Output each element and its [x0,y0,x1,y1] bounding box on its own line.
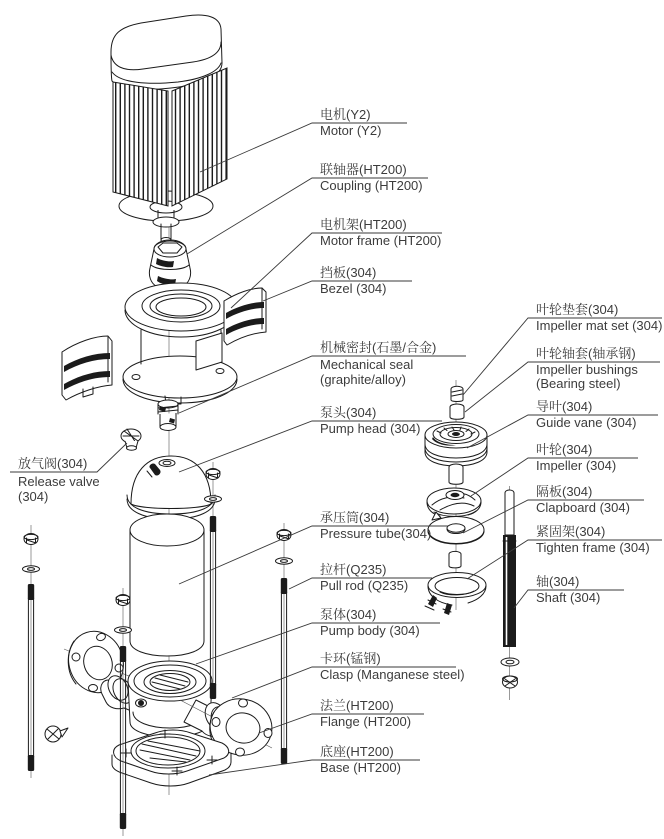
svg-text:(Bearing steel): (Bearing steel) [536,376,621,391]
svg-text:底座(HT200): 底座(HT200) [320,744,394,759]
svg-text:电机(Y2): 电机(Y2) [320,107,371,122]
svg-text:Shaft (304): Shaft (304) [536,590,601,605]
svg-text:Guide vane (304): Guide vane (304) [536,415,637,430]
svg-text:拉杆(Q235): 拉杆(Q235) [320,562,387,577]
part-pump-head [127,456,215,519]
label-clapboard [536,484,630,515]
label-pump-head [320,405,420,436]
svg-text:Impeller bushings: Impeller bushings [536,362,638,377]
svg-text:紧固架(304): 紧固架(304) [536,524,606,539]
svg-text:电机架(HT200): 电机架(HT200) [320,217,407,232]
part-pull-rod-4 [276,530,293,765]
svg-text:Impeller (304): Impeller (304) [536,458,617,473]
svg-text:联轴器(HT200): 联轴器(HT200) [320,162,407,177]
label-coupling [320,162,423,193]
part-release-valve [121,429,141,450]
svg-text:承压筒(304): 承压筒(304) [320,510,390,525]
part-impeller-mat-set [451,386,463,401]
svg-text:叶轮(304): 叶轮(304) [536,442,593,457]
part-mechanical-seal [158,400,178,431]
label-impeller [536,442,616,473]
part-pressure-tube [130,514,204,656]
svg-text:Clasp (Manganese steel): Clasp (Manganese steel) [320,667,465,682]
svg-text:挡板(304): 挡板(304) [320,265,377,280]
label-clasp [320,651,465,682]
svg-text:隔板(304): 隔板(304) [536,484,593,499]
svg-text:Tighten frame (304): Tighten frame (304) [536,540,650,555]
svg-text:泵体(304): 泵体(304) [320,607,377,622]
part-impeller [427,488,481,520]
part-pull-rod-2 [115,595,132,830]
svg-text:Flange (HT200): Flange (HT200) [320,714,412,729]
label-guide-vane [536,399,636,430]
svg-text:Pressure tube(304): Pressure tube(304) [320,526,432,541]
svg-text:机械密封(石墨/合金): 机械密封(石墨/合金) [320,340,437,355]
label-pressure-tube [320,510,431,541]
part-coupling [149,240,190,289]
svg-text:Pull rod (Q235): Pull rod (Q235) [320,578,409,593]
label-flange [320,698,411,729]
label-motor [320,107,381,138]
svg-text:Motor (Y2): Motor (Y2) [320,123,382,138]
svg-text:卡环(锰钢): 卡环(锰钢) [320,651,381,666]
label-pull-rod [320,562,408,593]
part-motor [111,15,227,242]
label-impeller-mat-set [536,302,662,333]
label-shaft [536,574,600,605]
svg-text:(graphite/alloy): (graphite/alloy) [320,372,406,387]
label-base [320,744,401,775]
svg-text:Base (HT200): Base (HT200) [320,760,401,775]
label-pump-body [320,607,420,638]
svg-text:叶轮轴套(轴承钢): 叶轮轴套(轴承钢) [536,346,636,361]
svg-text:法兰(HT200): 法兰(HT200) [320,698,394,713]
part-tighten-frame [425,573,486,616]
svg-text:Release valve: Release valve [18,474,100,489]
label-tighten-frame [536,524,650,555]
svg-text:导叶(304): 导叶(304) [536,399,593,414]
part-bezel-left [62,336,112,400]
part-spacer-2 [449,551,461,567]
label-bezel [320,265,386,296]
part-shaft [501,490,519,688]
svg-text:泵头(304): 泵头(304) [320,405,377,420]
label-motor-frame [320,217,441,248]
part-guide-vane [425,422,487,466]
label-impeller-bushings [536,346,638,391]
svg-text:Motor frame (HT200): Motor frame (HT200) [320,233,442,248]
svg-text:轴(304): 轴(304) [536,574,580,589]
svg-text:Clapboard (304): Clapboard (304) [536,500,630,515]
part-pull-rod-1 [23,534,40,772]
svg-text:(304): (304) [18,489,49,504]
part-clapboard [428,517,484,545]
svg-text:Bezel (304): Bezel (304) [320,281,387,296]
svg-text:Coupling (HT200): Coupling (HT200) [320,178,423,193]
svg-text:叶轮垫套(304): 叶轮垫套(304) [536,302,619,317]
svg-text:Pump body (304): Pump body (304) [320,623,420,638]
label-release-valve [18,456,100,504]
part-spacer [449,464,463,484]
label-mechanical-seal [320,340,436,387]
svg-text:Mechanical seal: Mechanical seal [320,357,414,372]
part-motor-frame [123,283,237,404]
part-screw [45,726,68,742]
part-impeller-bushing [450,404,464,419]
svg-text:Impeller mat set (304): Impeller mat set (304) [536,318,663,333]
svg-text:放气阀(304): 放气阀(304) [18,456,88,471]
svg-text:Pump head (304): Pump head (304) [320,421,421,436]
